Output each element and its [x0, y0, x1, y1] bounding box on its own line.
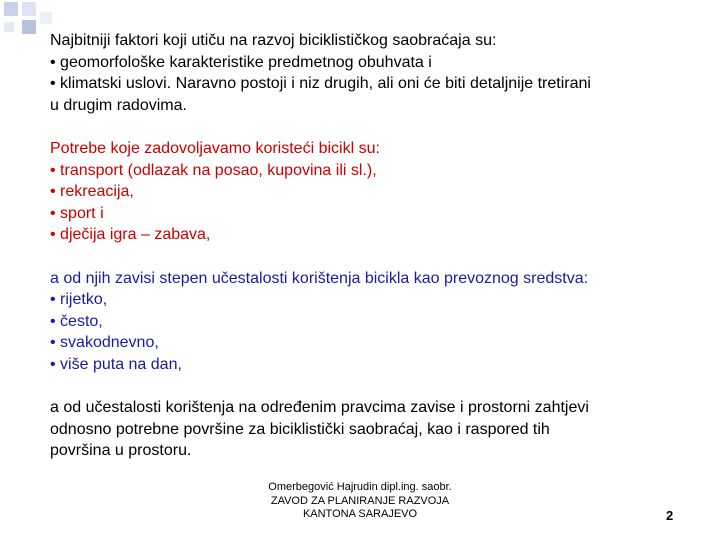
deco-square [40, 12, 52, 24]
text-line: • geomorfološke karakteristike predmetnog obuhvata i [50, 53, 432, 71]
text-line: • transport (odlazak na posao, kupovina ili sl.), [50, 161, 377, 179]
text-line: • dječija igra – zabava, [50, 226, 211, 243]
footer-line: KANTONA SARAJEVO [302, 508, 418, 520]
section-frequency [50, 268, 670, 376]
deco-square [22, 20, 36, 34]
text-line: odnosno potrebne površine za biciklistički saobraćaj, kao i raspored tih [50, 420, 550, 438]
text-line: • više puta na dan, [50, 355, 182, 373]
slide-footer [220, 481, 500, 522]
text-line: a od učestalosti korištenja na određenim pravcima zavise i prostorni zahtjevi [50, 399, 589, 416]
text-line: • svakodnevno, [50, 334, 159, 351]
footer-line: ZAVOD ZA PLANIRANJE RAZVOJA [270, 494, 450, 507]
page-number: 2 [666, 508, 674, 523]
text-line: • klimatski uslovi. Naravno postoji i niz drugih, ali oni će biti detaljnije tretirani [50, 75, 591, 92]
section-factors [50, 30, 670, 116]
text-line: Potrebe koje zadovoljavamo koristeći bicikl su: [50, 140, 380, 157]
slide-content [50, 30, 670, 462]
text-line: • rekreacija, [50, 183, 134, 200]
section-spatial [50, 397, 670, 462]
text-line: površina u prostoru. [50, 442, 192, 459]
text-line: • često, [50, 312, 103, 330]
section-needs [50, 138, 670, 246]
text-line: • rijetko, [50, 291, 108, 308]
text-line: u drugim radovima. [50, 96, 187, 114]
text-line: a od njih zavisi stepen učestalosti korištenja bicikla kao prevoznog sredstva: [50, 269, 589, 287]
deco-square [4, 22, 14, 32]
text-line: • sport i [50, 204, 104, 222]
deco-square [22, 2, 36, 16]
footer-line: Omerbegović Hajrudin dipl.ing. saobr. [268, 481, 452, 493]
deco-square [4, 2, 18, 16]
text-line: Najbitniji faktori koji utiču na razvoj biciklističkog saobraćaja su: [50, 32, 497, 49]
